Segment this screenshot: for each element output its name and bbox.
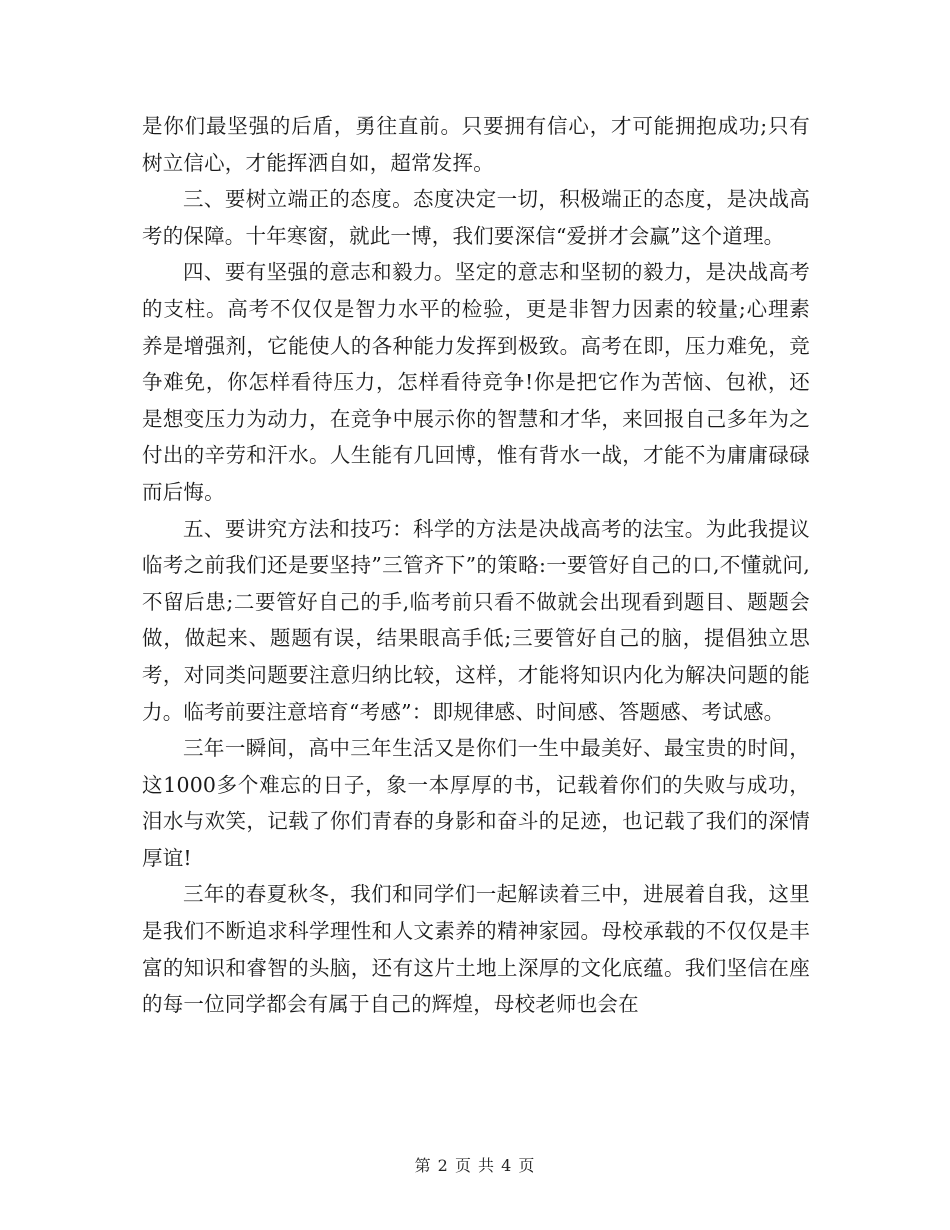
body-text [142, 108, 810, 1023]
paragraph-2: 三、要树立端正的态度。态度决定一切，积极端正的态度，是决战高考的保障。十年寒窗，就此一博，我们要深信“爱拼才会赢”这个道理。 [142, 187, 810, 248]
paragraph-4: 五、要讲究方法和技巧：科学的方法是决战高考的法宝。为此我提议临考之前我们还是要坚持”三管齐下”的策略:一要管好自己的口,不懂就问,不留后患;二要管好自己的手,临考前只看不做就会出现看到题目、题题会做，做起来、题题有误，结果眼高手低;三要管好自己的脑，提倡独立思考，对同类问题要注意归纳比较，这样，才能将知识内化为解决问题的能力。临考前要注意培育“考感”：即规律感、时间感、答题感、考试感。 [142, 516, 810, 724]
page-number-footer: 第 2 页 共 4 页 [414, 1156, 536, 1175]
paragraph-6: 三年的春夏秋冬，我们和同学们一起解读着三中，进展着自我，这里是我们不断追求科学理性和人文素养的精神家园。母校承载的不仅仅是丰富的知识和睿智的头脑，还有这片土地上深厚的文化底蕴。我们坚信在座的每一位同学都会有属于自己的辉煌，母校老师也会在 [142, 882, 810, 1017]
paragraph-5: 三年一瞬间，高中三年生活又是你们一生中最美好、最宝贵的时间，这1000多个难忘的日子，象一本厚厚的书，记载着你们的失败与成功，泪水与欢笑，记载了你们青春的身影和奋斗的足迹，也记载了我们的深情厚谊! [142, 736, 810, 870]
paragraph-1: 是你们最坚强的后盾，勇往直前。只要拥有信心，才可能拥抱成功;只有树立信心，才能挥洒自如，超常发挥。 [142, 114, 810, 175]
paragraph-3: 四、要有坚强的意志和毅力。坚定的意志和坚韧的毅力，是决战高考的支柱。高考不仅仅是智力水平的检验，更是非智力因素的较量;心理素养是增强剂，它能使人的各种能力发挥到极致。高考在即，压力难免，竞争难免，你怎样看待压力，怎样看待竞争!你是把它作为苦恼、包袱，还是想变压力为动力，在竞争中展示你的智慧和才华，来回报自己多年为之付出的辛劳和汗水。人生能有几回博，惟有背水一战，才能不为庸庸碌碌而后悔。 [142, 260, 810, 504]
